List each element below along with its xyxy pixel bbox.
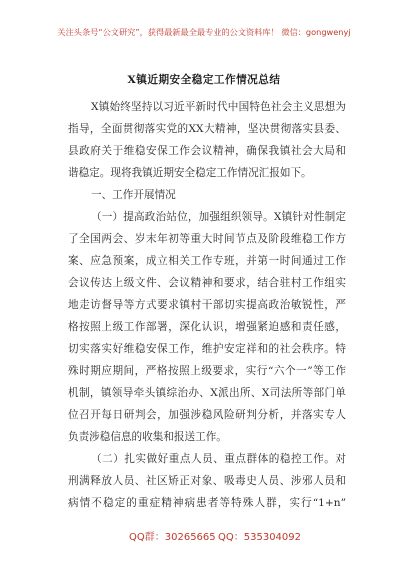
body-line: 机制，镇领导牵头镇综治办、X派出所、X司法所等部门单 [68,387,346,399]
body-line: 了全国两会、岁末年初等重大时间节点及阶段维稳工作方 [68,233,346,245]
body-line: 殊时期应期间，严格按照上级要求，实行“六个一”等工作 [68,365,346,377]
body-line: 位召开每日研判会，加强涉稳风险研判分析，并落实专人 [68,409,346,421]
document-body [68,96,346,514]
document-title: X镇近期安全稳定工作情况总结 [127,74,281,86]
body-line: （二）扎实做好重点人员、重点群体的稳控工作。对 [91,453,346,465]
body-line: 案、应急预案，成立相关工作专班，并第一时间通过工作 [68,255,346,267]
body-line: 会议传达上级文件、会议精神和要求，结合驻村工作组实 [68,277,346,289]
footer-qq: QQ：535304092 [218,532,302,543]
body-line: 格按照上级工作部署，深化认识，增强紧迫感和责任感， [68,321,346,333]
body-line: 县政府关于维稳安保工作会议精神，确保我镇社会大局和 [68,145,346,157]
section-heading: 一、工作开展情况 [91,189,176,201]
body-line: 地走访督导等方式要求镇村干部切实提高政治敏锐性，严 [68,299,346,311]
header-banner: 关注头条号“公文研究”，获得最新最全最专业的公文资料库！ 微信：gongwenyj [57,27,351,37]
body-line: （一）提高政治站位，加强组织领导。X镇针对性制定 [91,211,346,223]
body-line: 指导，全面贯彻落实党的XX大精神，坚决贯彻落实县委、 [68,123,346,135]
body-line: 切实落实好维稳安保工作，维护安定祥和的社会秩序。特 [68,343,346,355]
body-line: 谐稳定。现将我镇近期安全稳定工作情况汇报如下。 [68,167,312,179]
body-line: 刑满释放人员、社区矫正对象、吸毒史人员、涉邪人员和 [68,475,346,487]
body-line: 病情不稳定的重症精神病患者等特殊人群，实行“1+n” [68,497,346,509]
footer-qq-group: QQ群：30265665 [129,532,216,543]
body-line: X镇始终坚持以习近平新时代中国特色社会主义思想为 [91,101,346,113]
body-line: 负责涉稳信息的收集和报送工作。 [68,431,227,443]
